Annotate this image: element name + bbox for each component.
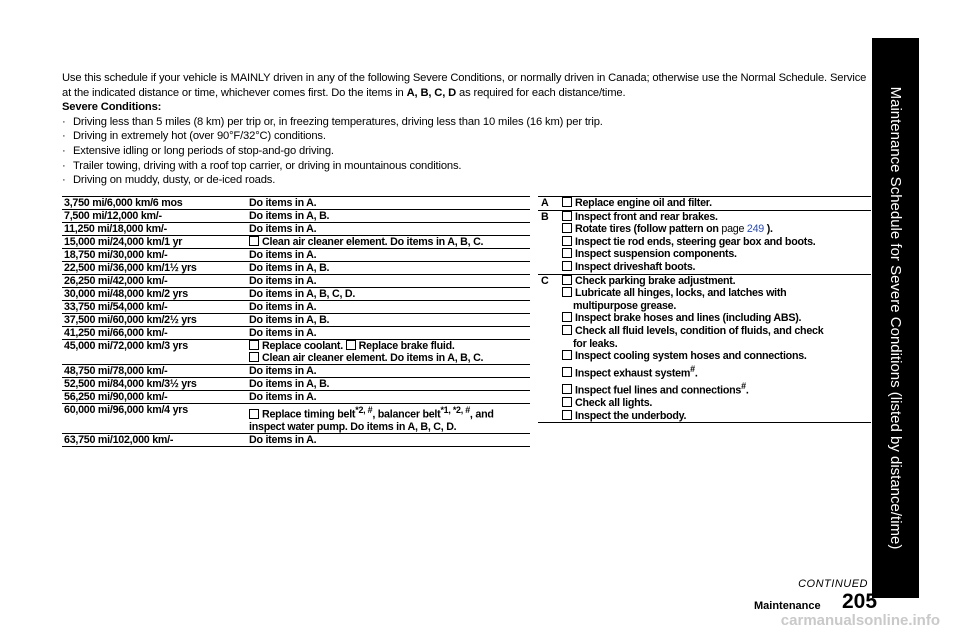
items-cell: Do items in A. [249,301,317,313]
legend-row: for leaks. [573,337,618,350]
legend-row: C Check parking brake adjustment. [541,274,736,287]
conditions-title: Severe Conditions: [62,101,162,114]
interval-cell: 22,500 mi/36,000 km/1½ yrs [64,262,197,274]
table-row [62,404,530,434]
table-row [62,210,530,223]
checkbox[interactable] [562,197,572,207]
table-row [62,378,530,391]
legend-row: Lubricate all hinges, locks, and latches with [538,287,871,300]
condition-item: · Driving less than 5 miles (8 km) per trip or, in freezing temperatures, driving less than 10 miles (16 km) per trip. [62,115,603,128]
checkbox[interactable] [562,223,572,233]
table-row [62,340,530,365]
page-number: 205 [842,590,878,613]
checkbox[interactable] [249,236,259,246]
interval-cell: 18,750 mi/30,000 km/- [64,249,168,261]
checkbox[interactable] [562,350,572,360]
intro-paragraph [62,71,872,100]
items-cell: Do items in A. [249,223,317,235]
interval-cell: 15,000 mi/24,000 km/1 yr [64,236,183,248]
table-row [62,433,530,446]
checkbox[interactable] [562,397,572,407]
items-cell: Do items in A. [249,327,317,339]
checkbox[interactable] [562,236,572,246]
checkbox[interactable] [562,211,572,221]
table-row [62,314,530,327]
checkbox[interactable] [562,410,572,420]
interval-cell: 45,000 mi/72,000 km/3 yrs [64,340,188,352]
table-row [62,391,530,404]
checkbox[interactable] [562,261,572,271]
condition-item: · Driving on muddy, dusty, or de-iced roads. [62,174,276,187]
checkbox[interactable] [562,275,572,285]
interval-cell: 7,500 mi/12,000 km/- [64,210,162,222]
bullet: · [62,159,66,172]
sidebar-title: Maintenance Schedule for Severe Conditions (listed by distance/time) [887,86,904,550]
footnote-mark: *2, # [355,405,373,415]
intro-line: Use this schedule if your vehicle is MAINLY driven in any of the following Severe Conditions, or normally driven in Canada; otherwise use the Normal Schedule. Service at the indicated distance or time, whichever comes first. Do the items in [62,72,867,99]
interval-cell: 63,750 mi/102,000 km/- [64,433,174,446]
checkbox[interactable] [562,287,572,297]
table-row [62,236,530,249]
legend-row: Inspect fuel lines and connections#. [538,380,871,397]
checkbox[interactable] [249,340,259,350]
bullet: · [62,174,66,187]
legend-row: Inspect suspension components. [538,248,871,261]
intro-line-end: as required for each distance/time. [459,86,626,99]
items-cell: Do items in A. [249,249,317,261]
interval-cell: 11,250 mi/18,000 km/- [64,223,167,235]
legend-row: Inspect exhaust system#. [538,363,871,380]
legend-row: A Replace engine oil and filter. [541,197,712,209]
intro-letters: A, B, C, D [406,86,457,99]
items-cell: Do items in A, B, C, D. [249,288,356,300]
table-row [62,327,530,340]
items-cell: Do items in A. [249,197,317,209]
table-row [62,365,530,378]
footnote-mark: # [741,380,746,391]
legend-row: Check all fluid levels, condition of fluids, and check [538,325,871,338]
items-cell: Do items in A, B. [249,262,330,274]
watermark: carmanualsonline.info [780,612,940,629]
items-cell: Do items in A, B. [249,314,330,326]
items-cell: Do items in A. [249,275,317,287]
interval-cell: 3,750 mi/6,000 km/6 mos [64,197,183,209]
legend-row: Check all lights. [538,397,871,410]
interval-cell: 48,750 mi/78,000 km/- [64,365,168,377]
items-cell: Replace timing belt$^{*2, \#}$, balancer belt$^{*1, *2, \#}$, and inspect water pump. Do items in A, B, C, D. [249,405,494,433]
bullet: · [62,130,66,143]
items-cell: Replace coolant. Replace brake fluid. Clean air cleaner element. Do items in A, B, C. [247,340,530,365]
legend-row: Inspect tie rod ends, steering gear box and boots. [538,236,871,249]
footnote-mark: # [690,363,695,374]
interval-cell: 26,250 mi/42,000 km/- [64,275,168,287]
schedule-table [62,196,530,447]
items-cell: Do items in A. [249,365,317,377]
checkbox[interactable] [249,352,259,362]
interval-cell: 52,500 mi/84,000 km/3½ yrs [64,378,197,390]
legend-row: multipurpose grease. [573,299,677,312]
legend-letter: A [541,197,549,209]
interval-cell: 56,250 mi/90,000 km/- [64,391,168,403]
legend-letter: B [541,210,549,223]
interval-cell: 37,500 mi/60,000 km/2½ yrs [64,314,197,326]
checkbox[interactable] [562,312,572,322]
items-cell: Do items in A, B. [249,210,330,222]
table-row [62,249,530,262]
legend-row: Rotate tires (follow pattern on page 249 ). [538,223,871,236]
legend-letter: C [541,274,549,287]
checkbox[interactable] [249,409,259,419]
checkbox[interactable] [562,248,572,258]
legend-row: B Inspect front and rear brakes. [541,210,718,223]
checkbox[interactable] [562,367,572,377]
bullet: · [62,144,66,157]
table-row [62,301,530,314]
table-row [62,262,530,275]
legend-table [538,196,871,423]
page-link[interactable]: 249 [746,223,765,236]
interval-cell: 33,750 mi/54,000 km/- [64,301,168,313]
legend-row: Inspect the underbody. [538,410,871,423]
continued-label: CONTINUED [798,578,868,590]
checkbox[interactable] [562,325,572,335]
items-cell: Clean air cleaner element. Do items in A, B, C. [247,236,530,249]
condition-item: · Driving in extremely hot (over 90°F/32°C) conditions. [62,130,326,143]
table-row [62,288,530,301]
items-cell: Do items in A, B. [249,378,330,390]
legend-row: Inspect brake hoses and lines (including ABS). [538,312,871,325]
legend-row: Inspect driveshaft boots. [538,261,871,274]
condition-item: · Extensive idling or long periods of stop-and-go driving. [62,144,334,157]
interval-cell: 30,000 mi/48,000 km/2 yrs [64,288,188,300]
footnote-mark: *1, *2, # [440,405,470,415]
legend-group-a [538,197,871,210]
bullet: · [62,115,66,128]
checkbox[interactable] [562,384,572,394]
table-row [62,275,530,288]
legend-group-b [538,210,871,274]
table-row [62,223,530,236]
footer-section-name: Maintenance [754,600,821,612]
table-row [62,197,530,210]
intro-text [62,71,872,188]
interval-cell: 41,250 mi/66,000 km/- [64,327,168,339]
interval-cell: 60,000 mi/96,000 km/4 yrs [64,404,188,416]
condition-item: · Trailer towing, driving with a roof top carrier, or driving in mountainous conditions. [62,159,462,172]
checkbox[interactable] [346,340,356,350]
legend-row: Inspect cooling system hoses and connections. [538,350,871,363]
legend-group-c [538,274,871,423]
items-cell: Do items in A. [249,433,317,446]
items-cell: Do items in A. [249,391,317,403]
